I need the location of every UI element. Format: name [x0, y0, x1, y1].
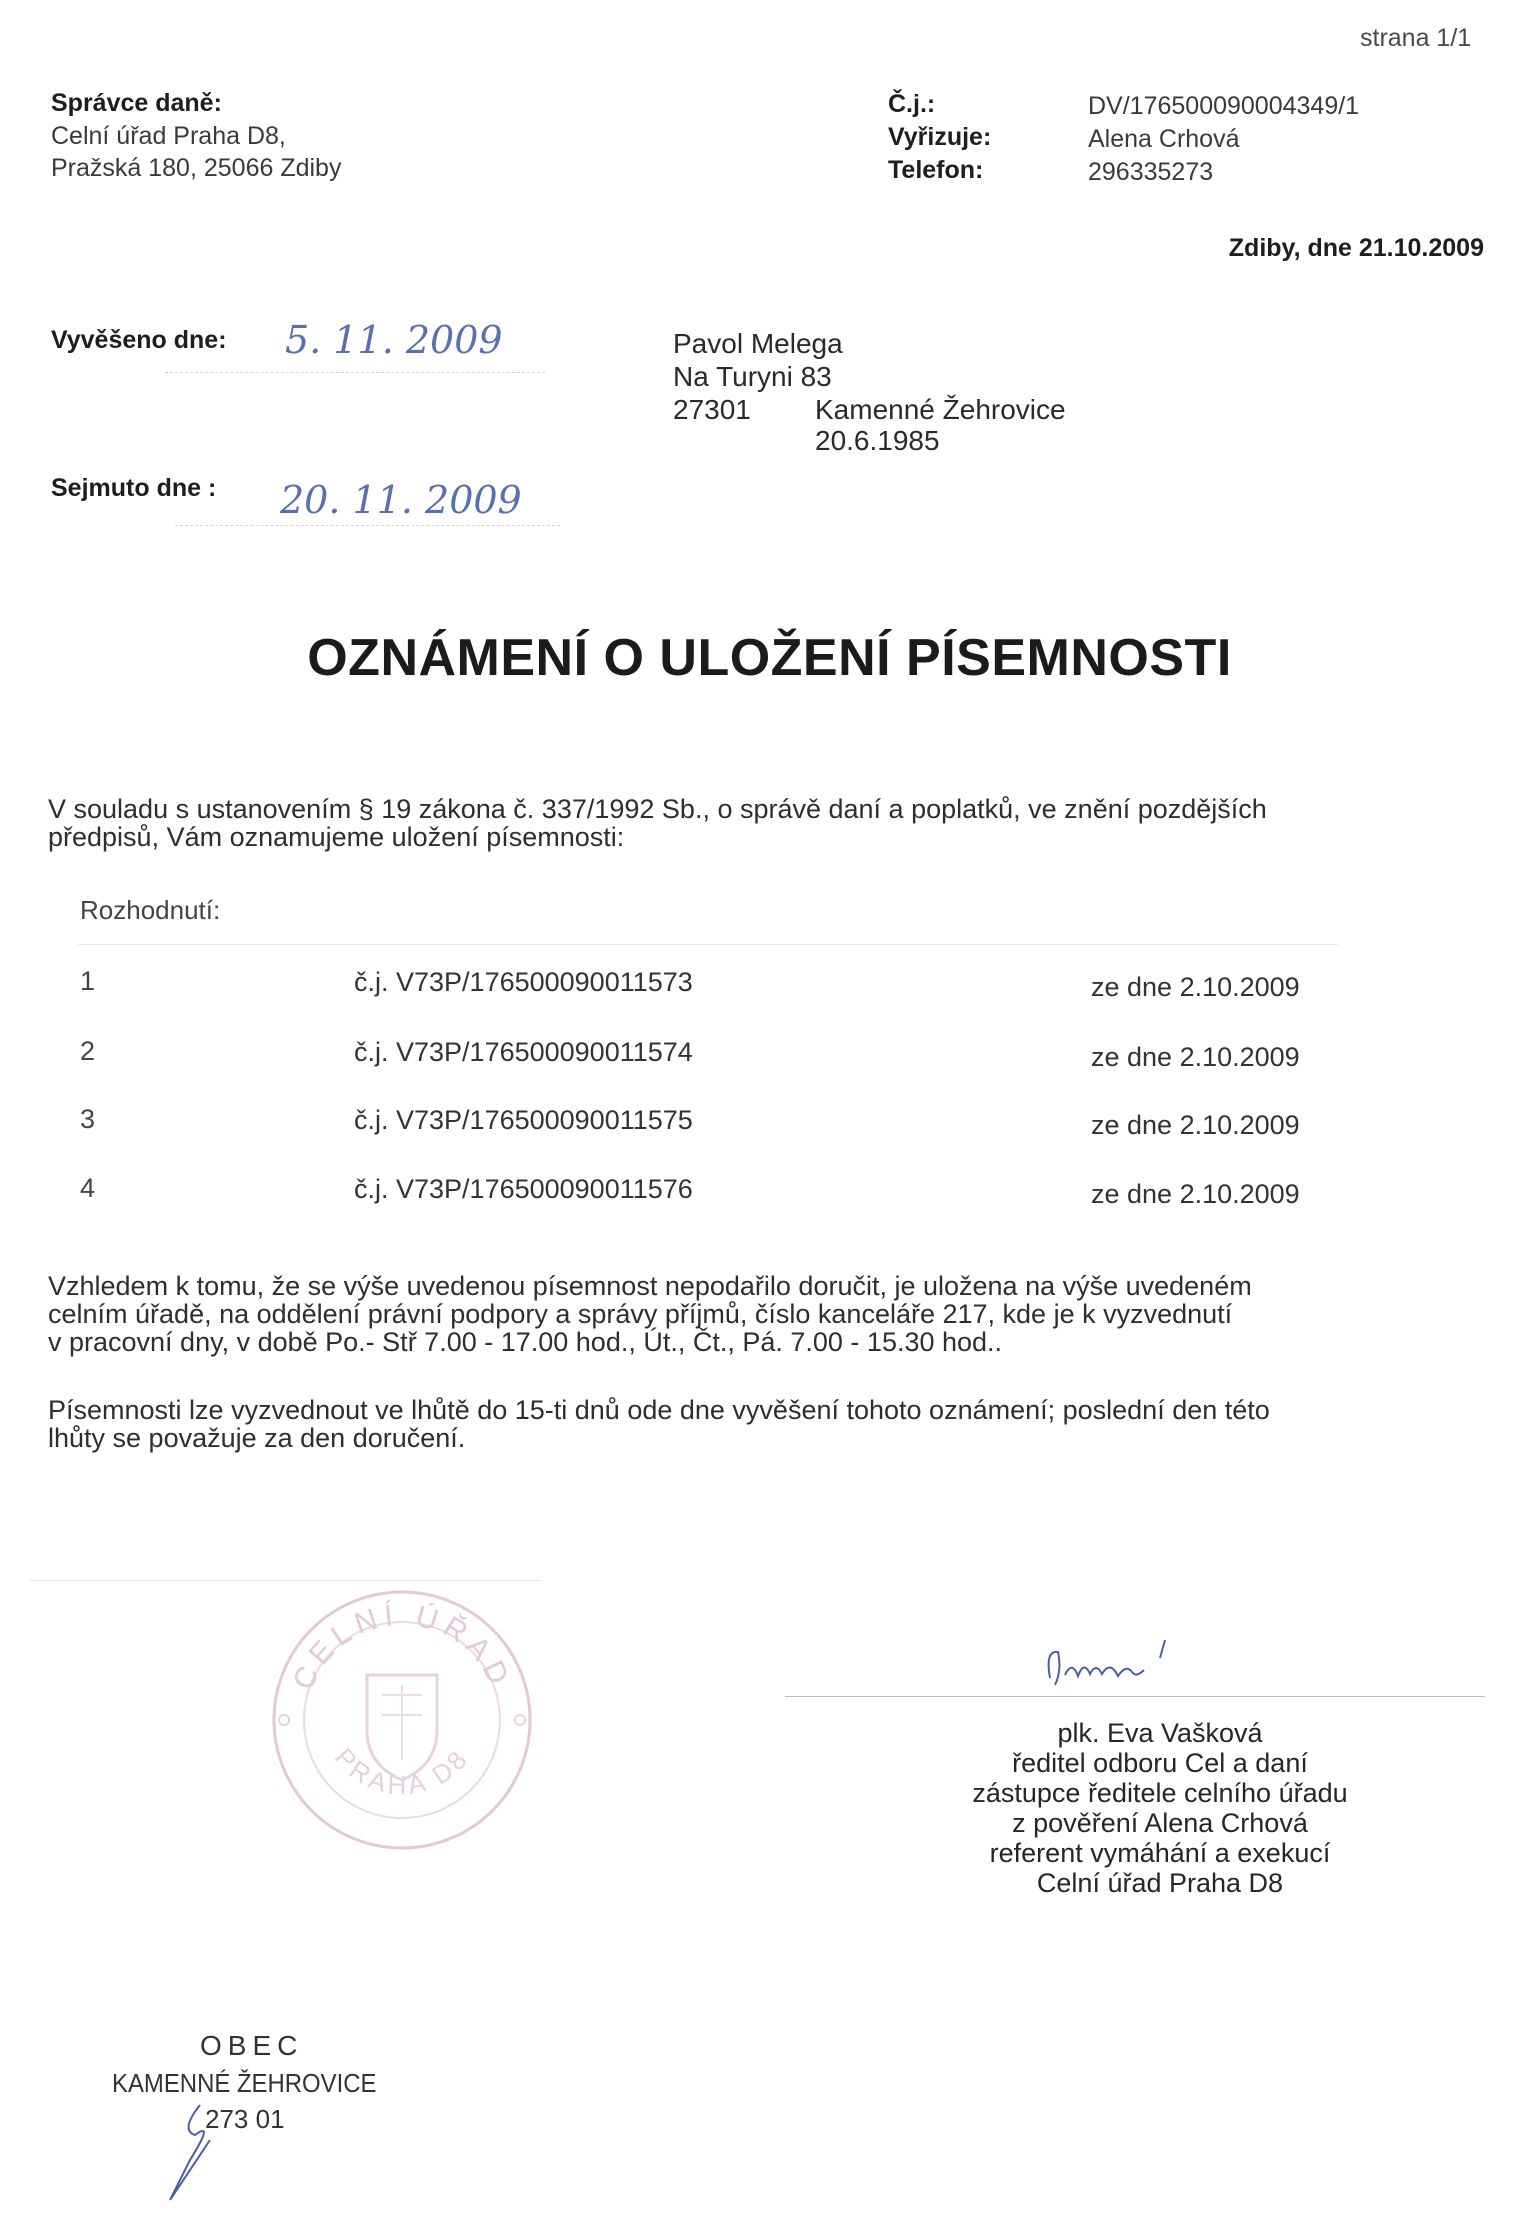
signature-block: [880, 1718, 1440, 1898]
decisions-divider: [78, 944, 1338, 945]
row-reference: č.j. V73P/176500090011573: [354, 967, 693, 997]
removed-date-handwritten: 20. 11. 2009: [280, 478, 522, 522]
page-number: strana 1/1: [1360, 24, 1472, 52]
signatory-name: plk. Eva Vašková: [1057, 1718, 1263, 1748]
svg-text:CELNÍ ÚŘAD: [287, 1599, 518, 1695]
signature-line: [785, 1696, 1485, 1697]
storage-line: celním úřadě, na oddělení právní podpory a správy příjmů, číslo kanceláře 217, kde je k vyzvednutí: [48, 1299, 1233, 1329]
row-number: 4: [80, 1173, 96, 1203]
sender-office: Celní úřad Praha D8,: [51, 122, 286, 150]
row-date: ze dne 2.10.2009: [1091, 1110, 1300, 1140]
signatory-office: Celní úřad Praha D8: [1036, 1868, 1284, 1898]
removed-label: Sejmuto dne :: [51, 474, 217, 502]
signatory-role: referent vymáhání a exekucí: [989, 1838, 1331, 1868]
signatory-role: zástupce ředitele celního úřadu: [972, 1778, 1348, 1808]
handler-value: Alena Crhová: [1088, 125, 1240, 153]
sender-heading: Správce daně:: [51, 89, 222, 117]
document-title: OZNÁMENÍ O ULOŽENÍ PÍSEMNOSTI: [307, 629, 1232, 687]
municipal-signature-scribble: [160, 2100, 240, 2210]
decisions-label: Rozhodnutí:: [80, 895, 221, 925]
row-date: ze dne 2.10.2009: [1091, 972, 1300, 1002]
phone-value: 296335273: [1088, 158, 1214, 186]
recipient-city: Kamenné Žehrovice: [815, 394, 1066, 425]
row-date: ze dne 2.10.2009: [1091, 1179, 1300, 1209]
place-date: Zdiby, dne 21.10.2009: [1228, 234, 1484, 262]
storage-line: v pracovní dny, v době Po.- Stř 7.00 - 17.00 hod., Út., Čt., Pá. 7.00 - 15.30 hod..: [48, 1327, 1003, 1357]
row-number: 1: [80, 966, 96, 996]
row-reference: č.j. V73P/176500090011576: [354, 1174, 693, 1204]
municipal-stamp-line1: OBEC: [200, 2030, 304, 2061]
official-stamp: [262, 1580, 542, 1860]
posted-label: Vyvěšeno dne:: [51, 326, 227, 354]
municipal-stamp-line3: 273 01: [205, 2104, 285, 2134]
stamp-top-text: CELNÍ ÚŘAD: [286, 1598, 518, 1695]
storage-line: Vzhledem k tomu, že se výše uvedenou písemnost nepodařilo doručit, je uložena na výše uvedeném: [48, 1271, 1252, 1301]
row-number: 2: [80, 1036, 96, 1066]
signature-scribble: [1040, 1630, 1260, 1700]
pickup-line: Písemnosti lze vyzvednout ve lhůtě do 15-ti dnů ode dne vyvěšení tohoto oznámení; poslední den této: [48, 1395, 1270, 1425]
stamp-bottom-text: PRAHA D8: [328, 1742, 476, 1801]
intro-paragraph: [48, 795, 1267, 851]
signatory-role: ředitel odboru Cel a daní: [1012, 1748, 1308, 1778]
reference-number-value: DV/176500090004349/1: [1088, 92, 1360, 120]
row-date: ze dne 2.10.2009: [1091, 1042, 1300, 1072]
phone-label: Telefon:: [888, 156, 984, 184]
sender-address: Pražská 180, 25066 Zdiby: [51, 154, 342, 182]
row-number: 3: [80, 1104, 96, 1134]
recipient-street: Na Turyni 83: [673, 361, 832, 392]
reference-number-label: Č.j.:: [888, 90, 936, 118]
signatory-role: z pověření Alena Crhová: [1012, 1808, 1308, 1838]
handler-label: Vyřizuje:: [888, 123, 992, 151]
intro-line: předpisů, Vám oznamujeme uložení písemnosti:: [48, 822, 625, 852]
intro-line: V souladu s ustanovením § 19 zákona č. 337/1992 Sb., o správě daní a poplatků, ve znění pozdějších: [48, 794, 1267, 824]
posted-underline: [165, 372, 545, 373]
municipal-stamp-line2: KAMENNÉ ŽEHROVICE: [112, 2068, 377, 2098]
recipient-zip: 27301: [673, 394, 751, 425]
removed-underline: [175, 525, 560, 526]
storage-paragraph: [48, 1272, 1252, 1356]
recipient-birth-date: 20.6.1985: [815, 425, 940, 456]
row-reference: č.j. V73P/176500090011574: [354, 1037, 693, 1067]
pickup-line: lhůty se považuje za den doručení.: [48, 1423, 466, 1453]
posted-date-handwritten: 5. 11. 2009: [285, 318, 503, 362]
row-reference: č.j. V73P/176500090011575: [354, 1105, 693, 1135]
pickup-paragraph: [48, 1396, 1270, 1452]
recipient-name: Pavol Melega: [673, 328, 843, 359]
